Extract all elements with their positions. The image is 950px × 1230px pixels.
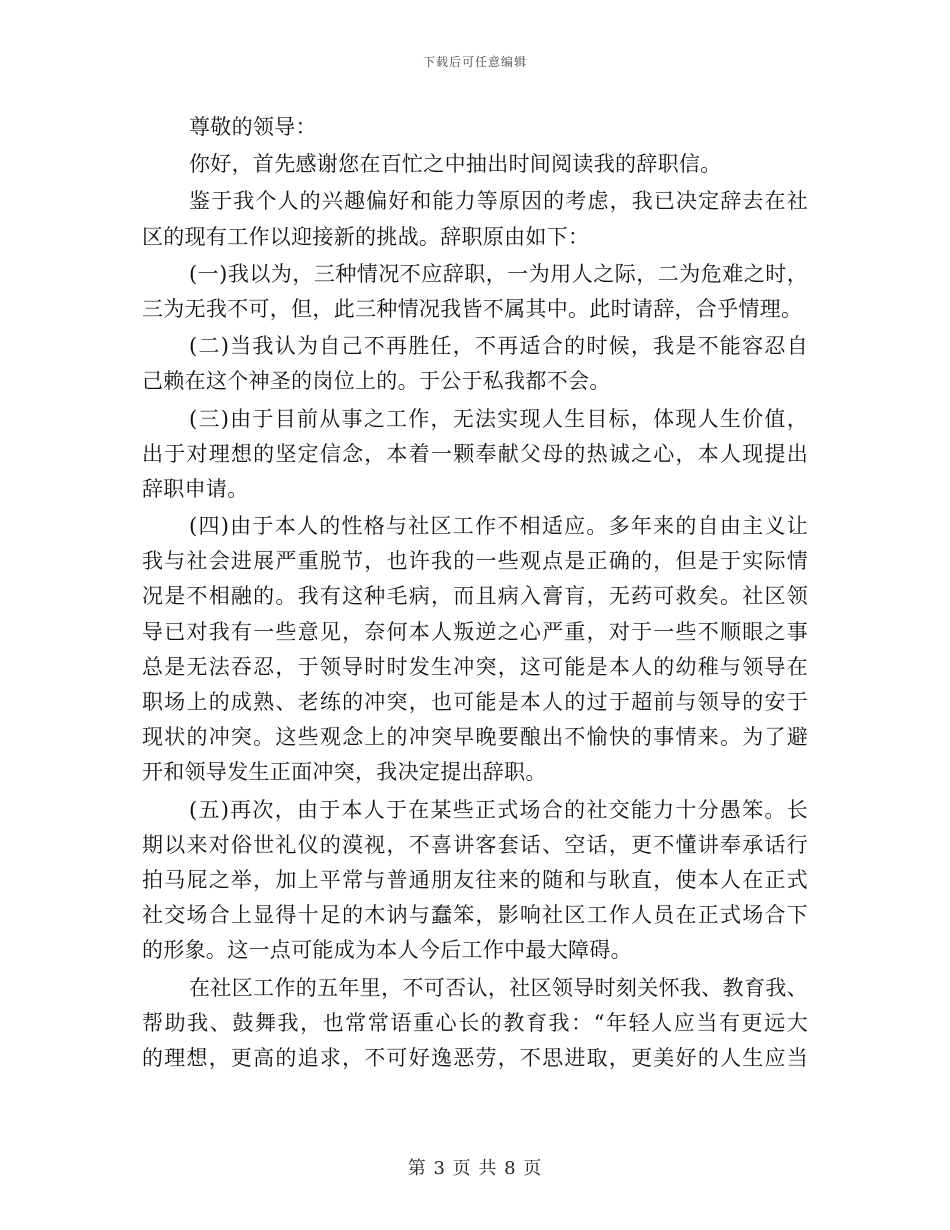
letter-line: 拍马屁之举，加上平常与普通朋友往来的随和与耿直，使本人在正式: [142, 867, 808, 892]
letter-line: 现状的冲突。这些观念上的冲突早晚要酿出不愉快的事情来。为了避: [142, 725, 808, 750]
letter-line: 社交场合上显得十足的木讷与蠢笨，影响社区工作人员在正式场合下: [142, 903, 808, 928]
page-number-footer: 第 3 页 共 8 页: [407, 1158, 543, 1179]
letter-line: 你好，首先感谢您在百忙之中抽出时间阅读我的辞职信。: [189, 152, 722, 177]
letter-line: 三为无我不可，但，此三种情况我皆不属其中。此时请辞，合乎情理。: [142, 296, 803, 321]
letter-line: 在社区工作的五年里，不可否认，社区领导时刻关怀我、教育我、: [189, 975, 808, 1000]
letter-line: 鉴于我个人的兴趣偏好和能力等原因的考虑，我已决定辞去在社: [189, 189, 808, 214]
letter-line: (三)由于目前从事之工作，无法实现人生目标，体现人生价值，: [189, 406, 808, 431]
letter-line: 导已对我有一些意见，奈何本人叛逆之心严重，对于一些不顺眼之事: [142, 619, 808, 644]
letter-line: (二)当我认为自己不再胜任，不再适合的时候，我是不能容忍自: [189, 334, 808, 359]
letter-line: 开和领导发生正面冲突，我决定提出辞职。: [142, 760, 547, 785]
letter-line: 况是不相融的。我有这种毛病，而且病入膏肓，无药可救矣。社区领: [142, 584, 808, 609]
letter-line: 出于对理想的坚定信念，本着一颗奉献父母的热诚之心，本人现提出: [142, 441, 808, 466]
letter-line: 帮助我、鼓舞我，也常常语重心长的教育我：“年轻人应当有更远大: [142, 1010, 808, 1035]
letter-line: 的形象。这一点可能成为本人今后工作中最大障碍。: [142, 938, 632, 963]
letter-line: 区的现有工作以迎接新的挑战。辞职原由如下：: [142, 224, 590, 249]
letter-line: 我与社会进展严重脱节，也许我的一些观点是正确的，但是于实际情: [142, 549, 808, 574]
letter-line: 职场上的成熟、老练的冲突，也可能是本人的过于超前与领导的安于: [142, 690, 808, 714]
letter-line: 总是无法吞忍，于领导时时发生冲突，这可能是本人的幼稚与领导在: [142, 654, 808, 679]
letter-line: 辞职申请。: [142, 476, 249, 501]
letter-line: 的理想，更高的追求，不可好逸恶劳，不思进取，更美好的人生应当: [142, 1045, 808, 1070]
letter-line: (四)由于本人的性格与社区工作不相适应。多年来的自由主义让: [189, 514, 808, 539]
letter-line: 期以来对俗世礼仪的漠视，不喜讲客套话、空话，更不懂讲奉承话行: [142, 832, 808, 857]
page-header: 下载后可任意编辑: [422, 55, 527, 69]
letter-line: 尊敬的领导：: [189, 115, 317, 139]
letter-line: 己赖在这个神圣的岗位上的。于公于私我都不会。: [142, 369, 611, 394]
letter-line: (一)我以为，三种情况不应辞职，一为用人之际，二为危难之时，: [189, 261, 808, 286]
letter-body: [142, 110, 808, 1076]
letter-line: (五)再次，由于本人于在某些正式场合的社交能力十分愚笨。长: [189, 797, 808, 822]
